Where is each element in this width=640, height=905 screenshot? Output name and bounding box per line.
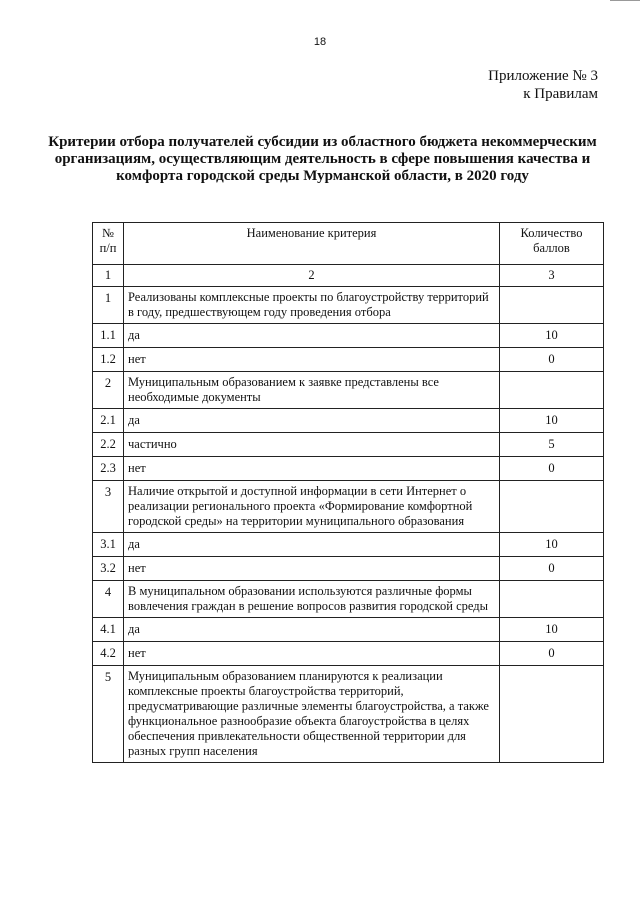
row-number: 5 [93, 666, 124, 763]
row-number: 1 [93, 287, 124, 324]
score-value: 10 [500, 409, 604, 433]
table-header-row [93, 223, 604, 265]
row-number: 3.2 [93, 557, 124, 581]
table-row [93, 287, 604, 324]
document-title: Критерии отбора получателей субсидии из областного бюджета некоммерческим организациям, осуществляющим деятельность в сфере повышения качества и комфорта городской среды Мурманской области, в 2020 году [48, 134, 597, 184]
criterion-text: нет [124, 457, 500, 481]
criterion-text: В муниципальном образовании используются различные формы вовлечения граждан в решение вопросов развития городской среды [124, 581, 500, 618]
score-value [500, 287, 604, 324]
score-value [500, 581, 604, 618]
table-row [93, 481, 604, 533]
score-value: 0 [500, 557, 604, 581]
row-number: 3 [93, 481, 124, 533]
score-value: 0 [500, 642, 604, 666]
criterion-text: да [124, 618, 500, 642]
criterion-text: да [124, 409, 500, 433]
row-number: 4.1 [93, 618, 124, 642]
criteria-table [92, 222, 604, 763]
row-number: 4 [93, 581, 124, 618]
criterion-text: да [124, 324, 500, 348]
criterion-text: нет [124, 348, 500, 372]
row-number: 2.3 [93, 457, 124, 481]
column-index-row [93, 265, 604, 287]
criterion-text: нет [124, 642, 500, 666]
score-value: 0 [500, 348, 604, 372]
row-number: 3.1 [93, 533, 124, 557]
score-value: 10 [500, 324, 604, 348]
column-index: 1 [93, 265, 124, 287]
score-value [500, 481, 604, 533]
criterion-text: частично [124, 433, 500, 457]
criterion-text: Муниципальным образованием планируются к реализации комплексные проекты благоустройства территорий, предусматривающие различные элементы благоустройства, а также функциональное разнообразие объекта благоустройства в целях обеспечения привлекательности общественной территории для разных групп населения [124, 666, 500, 763]
corner-mark [610, 0, 640, 1]
criterion-text: Муниципальным образованием к заявке представлены все необходимые документы [124, 372, 500, 409]
row-number: 2.1 [93, 409, 124, 433]
column-index: 3 [500, 265, 604, 287]
page-number: 18 [313, 36, 327, 48]
criterion-text: Наличие открытой и доступной информации в сети Интернет о реализации регионального проекта «Формирование комфортной городской среды» на территории муниципального образования [124, 481, 500, 533]
score-value: 0 [500, 457, 604, 481]
score-value [500, 372, 604, 409]
table-row [93, 533, 604, 557]
row-number: 2.2 [93, 433, 124, 457]
score-value: 10 [500, 533, 604, 557]
appendix-header [488, 67, 598, 103]
table-row [93, 557, 604, 581]
appendix-line-2: к Правилам [523, 86, 598, 102]
table-row [93, 666, 604, 763]
criterion-text: да [124, 533, 500, 557]
row-number: 4.2 [93, 642, 124, 666]
table-row [93, 324, 604, 348]
score-value: 5 [500, 433, 604, 457]
header-criterion: Наименование критерия [124, 223, 500, 265]
appendix-line-1: Приложение № 3 [488, 68, 598, 84]
table-row [93, 457, 604, 481]
row-number: 1.2 [93, 348, 124, 372]
table-row [93, 372, 604, 409]
table-row [93, 618, 604, 642]
row-number: 1.1 [93, 324, 124, 348]
table-row [93, 348, 604, 372]
table-row [93, 642, 604, 666]
criterion-text: нет [124, 557, 500, 581]
score-value [500, 666, 604, 763]
table-row [93, 409, 604, 433]
header-score: Количество баллов [500, 223, 604, 265]
header-num: № п/п [93, 223, 124, 265]
score-value: 10 [500, 618, 604, 642]
table-row [93, 581, 604, 618]
row-number: 2 [93, 372, 124, 409]
criterion-text: Реализованы комплексные проекты по благоустройству территорий в году, предшествующем году проведения отбора [124, 287, 500, 324]
column-index: 2 [124, 265, 500, 287]
table-row [93, 433, 604, 457]
